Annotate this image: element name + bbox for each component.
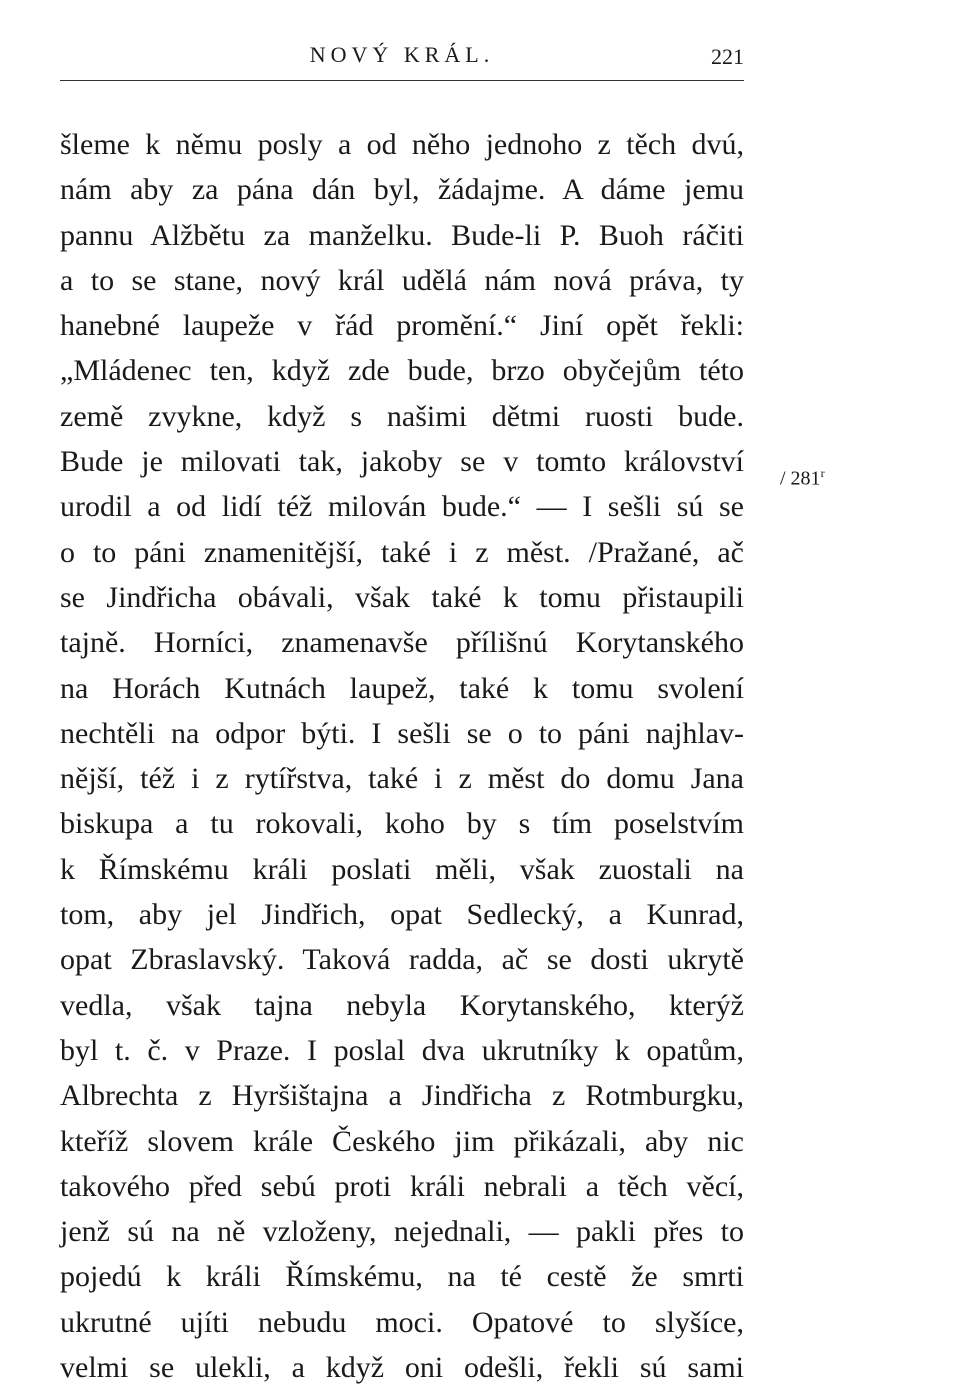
text-line: hanebné laupeže v řád promění.“ Jiní opět řekli: bbox=[60, 309, 744, 343]
running-header bbox=[60, 38, 744, 78]
header-rule bbox=[60, 80, 744, 81]
text-line: velmi se ulekli, a když oni odešli, řekli sú sami bbox=[60, 1351, 744, 1385]
text-line: země zvykne, když s našimi dětmi ruosti bude. bbox=[60, 399, 744, 433]
text-line: kteříž slovem krále Českého jim přikázali, aby nic bbox=[60, 1124, 744, 1158]
text-line: byl t. č. v Praze. I poslal dva ukrutníky k opatům, bbox=[60, 1033, 744, 1067]
text-line: šleme k němu posly a od něho jednoho z těch dvú, bbox=[60, 128, 744, 161]
text-line: nám aby za pána dán byl, žádajme. A dáme jemu bbox=[60, 173, 744, 207]
text-line: Bude je milovati tak, jakoby se v tomto království bbox=[60, 445, 744, 479]
text-line: pannu Alžbětu za manželku. Bude-li P. Buoh ráčiti bbox=[60, 218, 744, 252]
text-line: tajně. Horníci, znamenavše přílišnú Korytanského bbox=[60, 626, 744, 660]
text-line: na Horách Kutnách laupež, také k tomu svolení bbox=[60, 671, 744, 705]
body-text bbox=[60, 122, 744, 1390]
margin-note bbox=[780, 466, 825, 491]
page-number: 221 bbox=[711, 44, 744, 69]
text-line: nechtěli na odpor býti. I sešli se o to páni najhlav- bbox=[60, 716, 744, 750]
text-line: opat Zbraslavský. Taková radda, ač se dosti ukrytě bbox=[60, 943, 744, 977]
text-line: nější, též i z rytířstva, také i z měst do domu Jana bbox=[60, 762, 744, 796]
text-line: urodil a od lidí též milován bude.“ — I sešli sú se bbox=[60, 490, 744, 524]
margin-note-superscript: r bbox=[820, 466, 825, 480]
text-line: takového před sebú proti králi nebrali a těch věcí, bbox=[60, 1169, 744, 1203]
text-line: se Jindřicha obávali, však také k tomu přistaupili bbox=[60, 580, 744, 614]
text-line: jenž sú na ně vzloženy, nejednali, — pakli přes to bbox=[60, 1215, 744, 1249]
text-line: „Mládenec ten, když zde bude, brzo obyčejům této bbox=[60, 354, 744, 388]
text-line: Albrechta z Hyršištajna a Jindřicha z Rotmburgku, bbox=[60, 1079, 744, 1113]
margin-note-text: / 281 bbox=[780, 467, 821, 490]
text-line: biskupa a tu rokovali, koho by s tím poselstvím bbox=[60, 807, 744, 841]
text-line: a to se stane, nový král udělá nám nová práva, ty bbox=[60, 263, 744, 297]
text-line: o to páni znamenitější, také i z měst. /Pražané, ač bbox=[60, 535, 744, 569]
text-line: ukrutné ujíti nebudu moci. Opatové to slyšíce, bbox=[60, 1305, 744, 1339]
text-line: vedla, však tajna nebyla Korytanského, kterýž bbox=[60, 988, 744, 1022]
text-line: tom, aby jel Jindřich, opat Sedlecký, a Kunrad, bbox=[60, 898, 744, 932]
text-line: k Římskému králi poslati měli, však zuostali na bbox=[60, 852, 744, 886]
text-line: pojedú k králi Římskému, na té cestě že smrti bbox=[60, 1260, 744, 1294]
running-title: NOVÝ KRÁL. bbox=[309, 42, 495, 67]
